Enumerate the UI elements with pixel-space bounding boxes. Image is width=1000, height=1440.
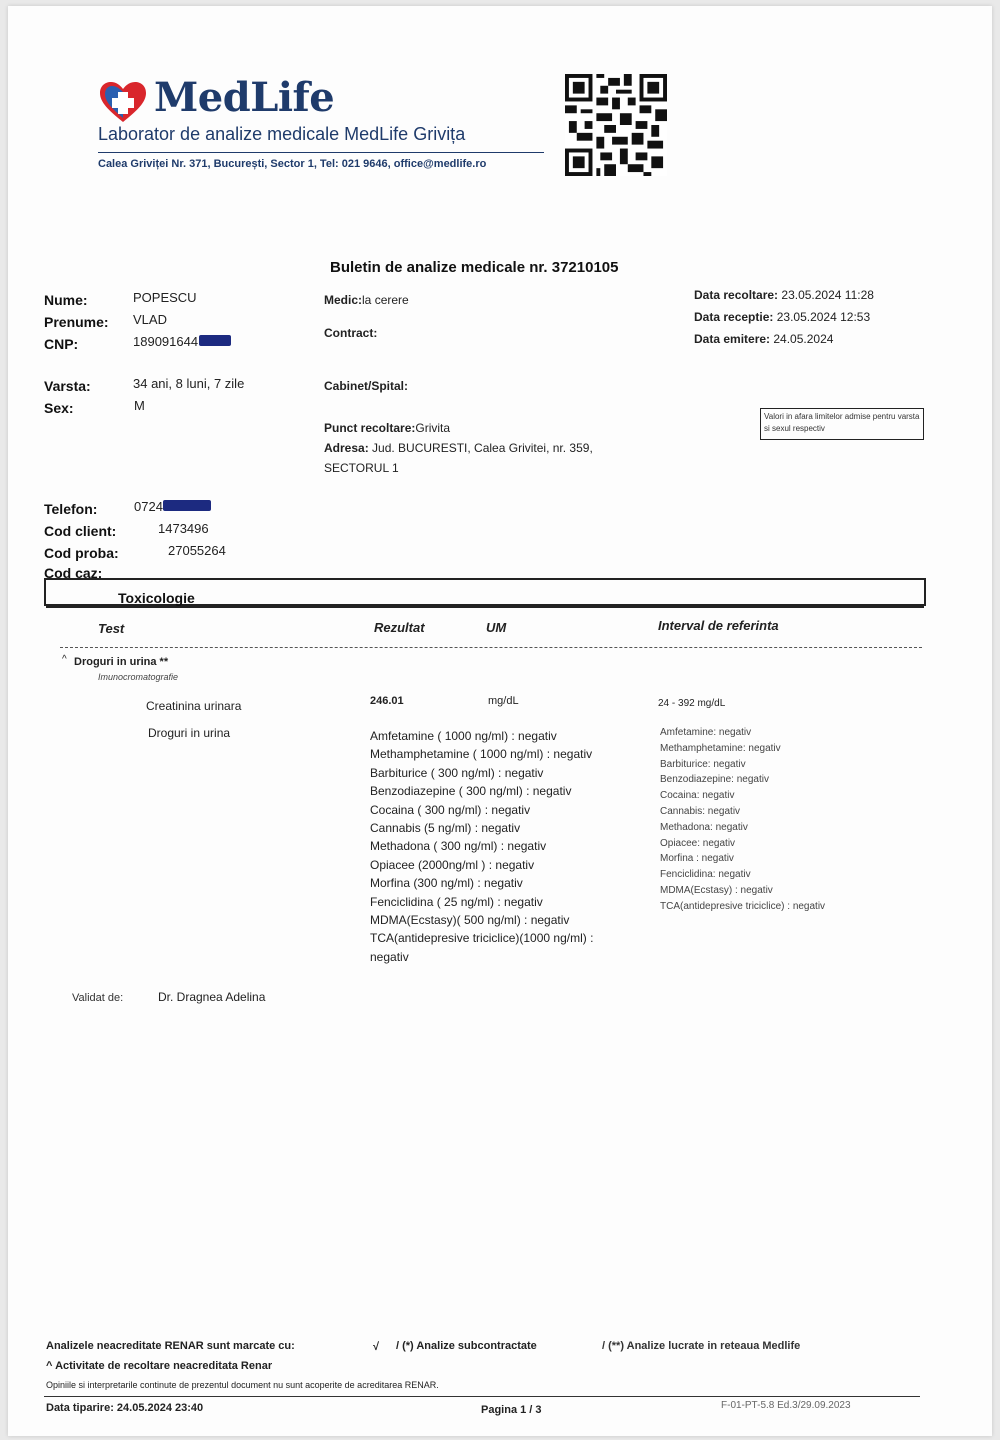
redaction-mark bbox=[163, 500, 211, 511]
creatinina-test-name: Creatinina urinara bbox=[146, 699, 242, 713]
cod-client-label: Cod client: bbox=[44, 523, 117, 539]
footer-divider bbox=[44, 1396, 920, 1397]
header-interval: Interval de referinta bbox=[658, 618, 779, 633]
header-underline bbox=[98, 152, 544, 153]
drug-result-line: Cocaina ( 300 ng/ml) : negativ bbox=[370, 802, 531, 817]
data-receptie: Data receptie: 23.05.2024 12:53 bbox=[694, 310, 871, 324]
footer-renar-note: Analizele neacreditate RENAR sunt marcate cu: bbox=[46, 1340, 295, 1352]
footer-data-tiparire: Data tiparire: 24.05.2024 23:40 bbox=[46, 1402, 204, 1414]
cod-client-value: 1473496 bbox=[158, 521, 209, 536]
nume-value: POPESCU bbox=[133, 290, 197, 305]
punct-recoltare-field: Punct recoltare:Grivita bbox=[324, 421, 451, 435]
drug-ref-line: Barbiturice: negativ bbox=[660, 758, 746, 770]
drug-ref-line: Methadona: negativ bbox=[660, 821, 748, 833]
data-recoltare: Data recoltare: 23.05.2024 11:28 bbox=[694, 288, 874, 302]
qr-code-icon bbox=[564, 74, 668, 176]
cnp-label: CNP: bbox=[44, 336, 79, 352]
out-of-range-legend-box: Valori in afara limitelor admise pentru varsta si sexul respectiv bbox=[760, 408, 924, 440]
adresa-line2: SECTORUL 1 bbox=[324, 461, 399, 475]
creatinina-value: 246.01 bbox=[370, 695, 404, 707]
contract-label: Contract: bbox=[324, 326, 378, 340]
adresa-field: Adresa: Jud. BUCURESTI, Calea Grivitei, nr. 359, bbox=[324, 441, 593, 455]
drug-ref-line: TCA(antidepresive triciclice) : negativ bbox=[660, 900, 826, 912]
section-title: Toxicologie bbox=[118, 590, 195, 606]
lab-address: Calea Griviței Nr. 371, București, Sector 1, Tel: 021 9646, office@medlife.ro bbox=[98, 158, 487, 170]
drug-ref-line: Benzodiazepine: negativ bbox=[660, 774, 769, 786]
drug-ref-line: Amfetamine: negativ bbox=[660, 727, 752, 738]
cnp-value: 189091644 bbox=[133, 334, 231, 349]
drug-ref-line: MDMA(Ecstasy) : negativ bbox=[660, 884, 773, 896]
footer-page-number: Pagina 1 / 3 bbox=[481, 1404, 542, 1416]
drug-result-line: Fenciclidina ( 25 ng/ml) : negativ bbox=[370, 894, 543, 909]
drug-result-line: Benzodiazepine ( 300 ng/ml) : negativ bbox=[370, 784, 572, 799]
document-page bbox=[8, 6, 992, 1436]
header-um: UM bbox=[486, 620, 507, 635]
cod-caz-label: Cod caz: bbox=[44, 565, 103, 581]
bulletin-title: Buletin de analize medicale nr. 37210105 bbox=[330, 259, 619, 276]
drug-result-line: Methamphetamine ( 1000 ng/ml) : negativ bbox=[370, 747, 593, 762]
footer-subcontract-note: / (*) Analize subcontractate bbox=[396, 1340, 537, 1352]
brand-name: MedLife bbox=[154, 74, 335, 121]
group-marker: ^ bbox=[62, 654, 67, 665]
varsta-label: Varsta: bbox=[44, 378, 91, 394]
lab-name: Laborator de analize medicale MedLife Grivița bbox=[98, 124, 466, 144]
sex-label: Sex: bbox=[44, 400, 74, 416]
footer-activitate-note: ^ Activitate de recoltare neacreditata Renar bbox=[46, 1360, 273, 1372]
footer-check-mark: √ bbox=[373, 1341, 380, 1353]
nume-label: Nume: bbox=[44, 292, 88, 308]
telefon-value: 0724 bbox=[134, 499, 211, 514]
footer-opinii-note: Opiniile si interpretarile continute de prezentul document nu sunt acoperite de acreditarea RENAR. bbox=[46, 1380, 439, 1390]
creatinina-range: 24 - 392 mg/dL bbox=[658, 698, 726, 709]
drug-result-line: TCA(antidepresive triciclice)(1000 ng/ml) : bbox=[370, 931, 594, 946]
header-divider bbox=[60, 647, 922, 648]
drug-ref-line: Fenciclidina: negativ bbox=[660, 869, 751, 881]
redaction-mark bbox=[199, 335, 231, 346]
validated-label: Validat de: bbox=[72, 992, 124, 1004]
group-method: Imunocromatografie bbox=[98, 672, 179, 682]
drug-ref-line: Cannabis: negativ bbox=[660, 805, 741, 817]
footer-retea-note: / (**) Analize lucrate in reteaua Medlife bbox=[602, 1340, 801, 1352]
drug-result-line: Methadona ( 300 ng/ml) : negativ bbox=[370, 839, 547, 854]
validated-by: Dr. Dragnea Adelina bbox=[158, 990, 266, 1004]
drug-ref-line: Cocaina: negativ bbox=[660, 790, 735, 802]
data-emitere: Data emitere: 24.05.2024 bbox=[694, 332, 834, 346]
header-rezultat: Rezultat bbox=[374, 620, 425, 635]
drug-result-line: Amfetamine ( 1000 ng/ml) : negativ bbox=[370, 729, 557, 743]
drug-result-line: Morfina (300 ng/ml) : negativ bbox=[370, 876, 523, 891]
sex-value: M bbox=[134, 398, 145, 413]
drug-ref-line: Morfina : negativ bbox=[660, 853, 734, 865]
drug-ref-line: Opiacee: negativ bbox=[660, 837, 736, 849]
drug-refs-list bbox=[660, 725, 825, 915]
drug-ref-line: Methamphetamine: negativ bbox=[660, 742, 781, 754]
medic-field: Medic:la cerere bbox=[324, 293, 409, 307]
drug-result-line: negativ bbox=[370, 949, 409, 964]
prenume-value: VLAD bbox=[133, 312, 167, 327]
drug-result-line: Cannabis (5 ng/ml) : negativ bbox=[370, 821, 521, 836]
cod-proba-value: 27055264 bbox=[168, 543, 226, 558]
drug-result-line: MDMA(Ecstasy)( 500 ng/ml) : negativ bbox=[370, 913, 570, 928]
creatinina-unit: mg/dL bbox=[488, 695, 519, 707]
drugs-test-name: Droguri in urina bbox=[148, 726, 231, 740]
header-test: Test bbox=[98, 621, 125, 636]
cabinet-label: Cabinet/Spital: bbox=[324, 379, 409, 393]
prenume-label: Prenume: bbox=[44, 314, 109, 330]
medlife-heart-logo-icon bbox=[98, 80, 148, 124]
cod-proba-label: Cod proba: bbox=[44, 545, 119, 561]
varsta-value: 34 ani, 8 luni, 7 zile bbox=[133, 376, 245, 391]
drug-result-line: Opiacee (2000ng/ml ) : negativ bbox=[370, 857, 535, 872]
footer-form-code: F-01-PT-5.8 Ed.3/29.09.2023 bbox=[721, 1400, 851, 1411]
group-title: Droguri in urina ** bbox=[74, 656, 169, 668]
telefon-label: Telefon: bbox=[44, 501, 98, 517]
drug-results-list bbox=[370, 727, 593, 966]
drug-result-line: Barbiturice ( 300 ng/ml) : negativ bbox=[370, 765, 544, 780]
